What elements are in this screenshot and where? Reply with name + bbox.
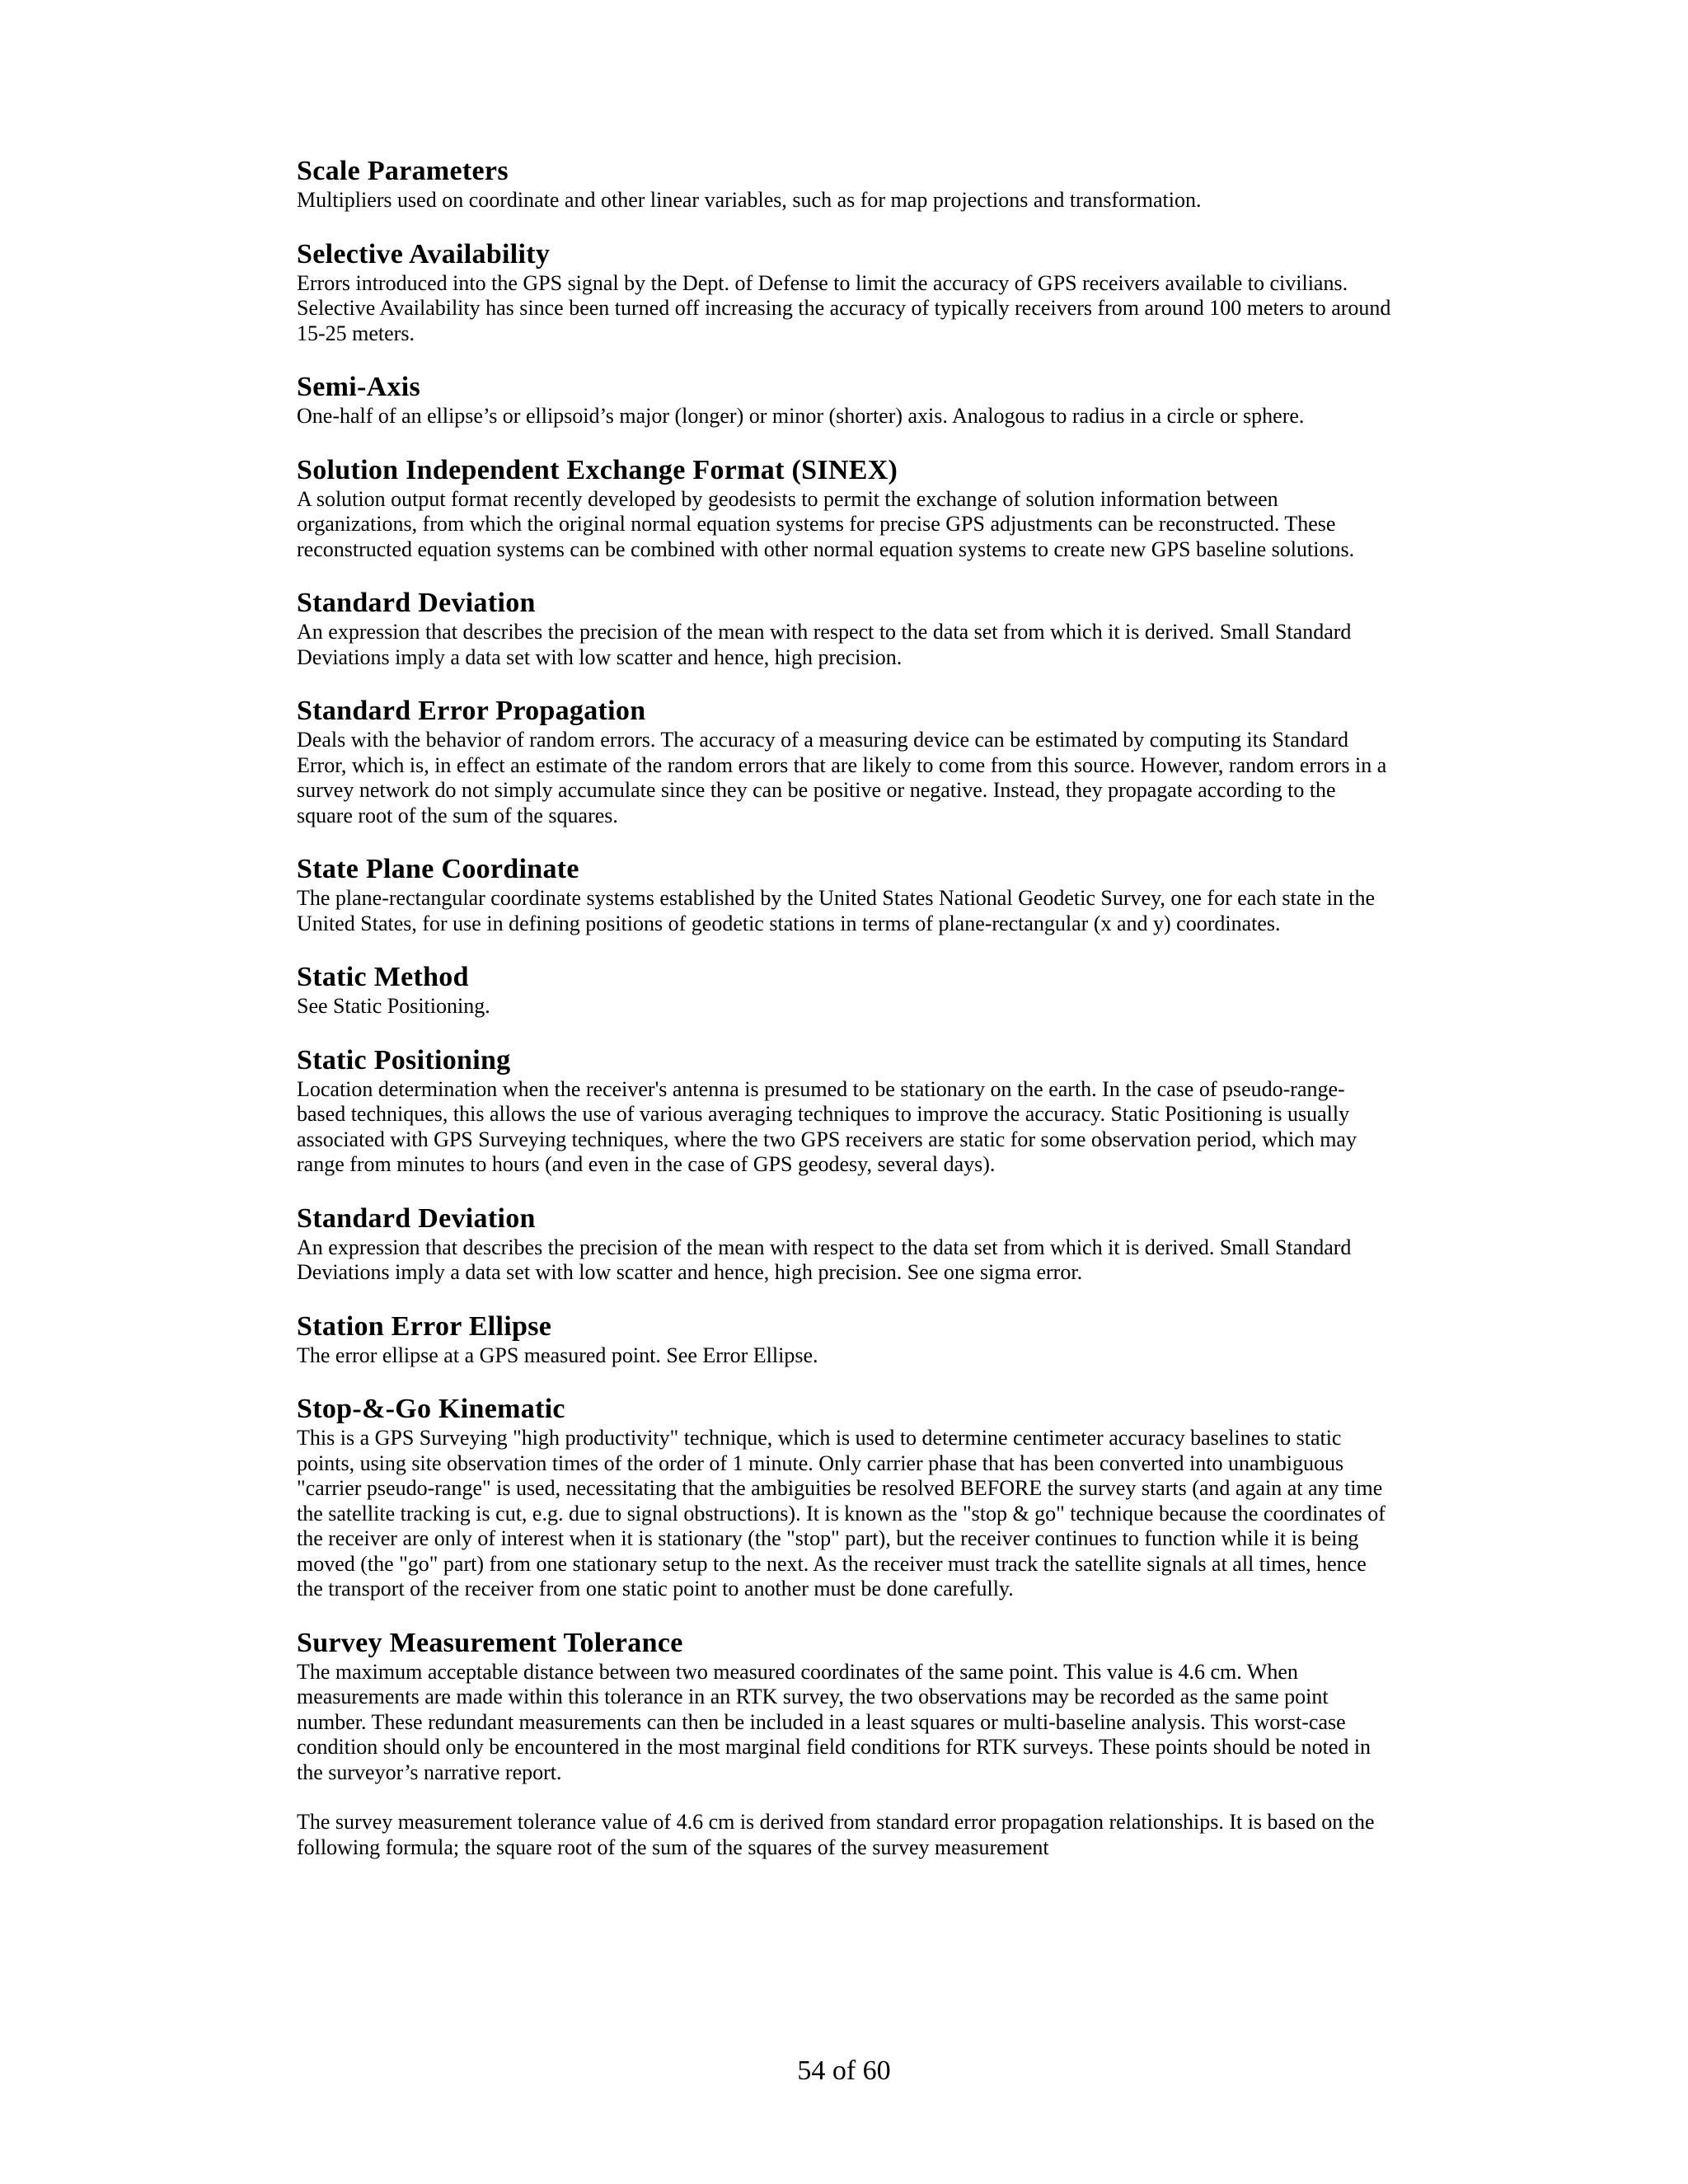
glossary-term: Standard Error Propagation: [297, 696, 646, 726]
glossary-entry: [297, 454, 1393, 563]
glossary-definition: An expression that describes the precision of the mean with respect to the data set from which it is derived. Small Standard Deviations imply a data set with low scatter and hence, high precision.: [297, 620, 1352, 669]
glossary-page: [297, 155, 1393, 1885]
glossary-entry: [297, 1202, 1393, 1286]
glossary-term: Standard Deviation: [297, 588, 536, 618]
glossary-entry: [297, 238, 1393, 347]
glossary-definition: The plane-rectangular coordinate systems established by the United States National Geodetic Survey, one for each state in the United States, for use in defining positions of geodetic stations in terms of plane-rectangular (x and y) coordinates.: [297, 886, 1375, 935]
glossary-entry: [297, 1627, 1393, 1861]
glossary-term: Survey Measurement Tolerance: [297, 1627, 683, 1658]
glossary-term: Static Method: [297, 962, 469, 992]
glossary-definition: One-half of an ellipse’s or ellipsoid’s major (longer) or minor (shorter) axis. Analogous to radius in a circle or sphere.: [297, 404, 1305, 428]
glossary-entry: [297, 1393, 1393, 1602]
glossary-entry: [297, 155, 1393, 213]
glossary-term: Scale Parameters: [297, 156, 509, 186]
glossary-term: Station Error Ellipse: [297, 1310, 552, 1342]
glossary-definition: An expression that describes the precision of the mean with respect to the data set from which it is derived. Small Standard Deviations imply a data set with low scatter and hence, high precision. See one sigma error.: [297, 1235, 1352, 1284]
glossary-entry: [297, 853, 1393, 936]
page-number: 54 of 60: [797, 2055, 891, 2086]
glossary-term: Stop-&-Go Kinematic: [297, 1394, 565, 1424]
glossary-term: Standard Deviation: [297, 1202, 536, 1234]
glossary-definition: The maximum acceptable distance between two measured coordinates of the same point. This value is 4.6 cm. When measurements are made within this tolerance in an RTK survey, the two observations may be recorded as the same point number. These redundant measurements can then be included in a least squares or multi-baseline analysis. This worst-case condition should only be encountered in the most marginal field conditions for RTK surveys. These points should be noted in the surveyor’s narrative report.: [297, 1659, 1372, 1784]
glossary-definition-continued: The survey measurement tolerance value of 4.6 cm is derived from standard error propagation relationships. It is based on the following formula; the square root of the sum of the squares of the survey measurement: [297, 1810, 1375, 1859]
glossary-definition: See Static Positioning.: [297, 994, 490, 1018]
glossary-term: Semi-Axis: [297, 372, 421, 402]
glossary-term: State Plane Coordinate: [297, 854, 579, 884]
glossary-definition: A solution output format recently developed by geodesists to permit the exchange of solution information between organizations, from which the original normal equation systems for precise GPS adjustments can be reconstructed. These reconstructed equation systems can be combined with other normal equation systems to create new GPS baseline solutions.: [297, 486, 1355, 561]
glossary-entry: [297, 371, 1393, 429]
glossary-definition: The error ellipse at a GPS measured point. See Error Ellipse.: [297, 1343, 818, 1367]
glossary-term: Selective Availability: [297, 238, 551, 269]
glossary-term: Solution Independent Exchange Format (SINEX): [297, 454, 898, 485]
glossary-entry: [297, 587, 1393, 670]
glossary-definition: Deals with the behavior of random errors. The accuracy of a measuring device can be estimated by computing its Standard Error, which is, in effect an estimate of the random errors that are likely to come from this source. However, random errors in a survey network do not simply accumulate since they can be positive or negative. Instead, they propagate according to the square root of the sum of the squares.: [297, 728, 1387, 827]
glossary-term: Static Positioning: [297, 1044, 511, 1076]
glossary-entry: [297, 695, 1393, 828]
glossary-entry: [297, 961, 1393, 1019]
glossary-definition: Multipliers used on coordinate and other linear variables, such as for map projections and transformation.: [297, 188, 1202, 212]
glossary-entry: [297, 1310, 1393, 1369]
glossary-entry: [297, 1044, 1393, 1178]
glossary-definition: Errors introduced into the GPS signal by the Dept. of Defense to limit the accuracy of GPS receivers available to civilians. Selective Availability has since been turned off increasing the accuracy of typically receivers from around 100 meters to around 15-25 meters.: [297, 270, 1391, 345]
glossary-definition: Location determination when the receiver's antenna is presumed to be stationary on the earth. In the case of pseudo-range-based techniques, this allows the use of various averaging techniques to improve the accuracy. Static Positioning is usually associated with GPS Surveying techniques, where the two GPS receivers are static for some observation period, which may range from minutes to hours (and even in the case of GPS geodesy, several days).: [297, 1076, 1357, 1176]
glossary-definition: This is a GPS Surveying "high productivity" technique, which is used to determine centimeter accuracy baselines to static points, using site observation times of the order of 1 minute. Only carrier phase that has been converted into unambiguous "carrier pseudo-range" is used, necessitating that the ambiguities be resolved BEFORE the survey starts (and again at any time the satellite tracking is cut, e.g. due to signal obstructions). It is known as the "stop & go" technique because the coordinates of the receiver are only of interest when it is stationary (the "stop" part), but the receiver continues to function while it is being moved (the "go" part) from one stationary setup to the next. As the receiver must track the satellite signals at all times, hence the transport of the receiver from one static point to another must be done carefully.: [297, 1426, 1386, 1601]
